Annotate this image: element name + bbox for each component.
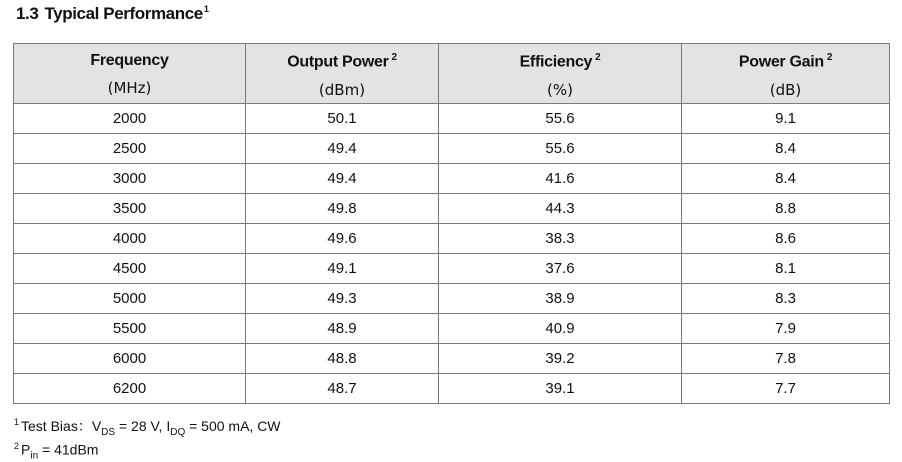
cell-output-power: 49.4 bbox=[246, 134, 439, 164]
cell-frequency: 2000 bbox=[14, 104, 246, 134]
table-row bbox=[14, 374, 890, 404]
footnote-input-power bbox=[14, 441, 98, 461]
footnote-mark: 1 bbox=[14, 417, 20, 428]
header-name bbox=[14, 47, 245, 75]
header-unit: (dB) bbox=[769, 80, 802, 99]
footnote-test-bias bbox=[14, 416, 281, 438]
cell-output-power: 49.1 bbox=[246, 254, 439, 284]
table-body bbox=[14, 104, 890, 404]
cell-output-power: 50.1 bbox=[246, 104, 439, 134]
cell-frequency: 6200 bbox=[14, 374, 246, 404]
table-header bbox=[14, 44, 890, 104]
cell-efficiency: 38.9 bbox=[439, 284, 682, 314]
cell-output-power: 49.4 bbox=[246, 164, 439, 194]
header-frequency bbox=[14, 44, 246, 104]
header-name bbox=[246, 44, 438, 76]
pin-subscript: in bbox=[30, 450, 39, 462]
table-row bbox=[14, 284, 890, 314]
vds-value: = 28 V, bbox=[115, 418, 167, 434]
vds-subscript: DS bbox=[101, 426, 116, 438]
cell-efficiency: 40.9 bbox=[439, 314, 682, 344]
cell-frequency: 3500 bbox=[14, 194, 246, 224]
cell-power-gain: 7.9 bbox=[682, 314, 890, 344]
idq-value: = 500 mA, CW bbox=[185, 418, 281, 434]
cell-power-gain: 8.4 bbox=[682, 134, 890, 164]
header-name-text: Power Gain bbox=[738, 53, 824, 71]
header-name-text: Output Power bbox=[287, 53, 389, 71]
table-row bbox=[14, 134, 890, 164]
cell-efficiency: 44.3 bbox=[439, 194, 682, 224]
header-unit: (dBm) bbox=[318, 80, 366, 99]
footnote-label: Test Bias： bbox=[21, 418, 92, 434]
footnote-mark: 2 bbox=[14, 441, 20, 451]
cell-output-power: 49.3 bbox=[246, 284, 439, 314]
cell-output-power: 48.8 bbox=[246, 344, 439, 374]
table-header-row bbox=[14, 44, 890, 104]
cell-efficiency: 55.6 bbox=[439, 134, 682, 164]
table-row bbox=[14, 344, 890, 374]
cell-efficiency: 39.2 bbox=[439, 344, 682, 374]
cell-output-power: 49.6 bbox=[246, 224, 439, 254]
header-name-text: Frequency bbox=[90, 51, 169, 69]
section-title bbox=[16, 4, 208, 24]
cell-power-gain: 8.1 bbox=[682, 254, 890, 284]
header-name bbox=[682, 44, 889, 76]
cell-power-gain: 8.8 bbox=[682, 194, 890, 224]
cell-efficiency: 37.6 bbox=[439, 254, 682, 284]
cell-efficiency: 38.3 bbox=[439, 224, 682, 254]
cell-frequency: 4000 bbox=[14, 224, 246, 254]
table-row bbox=[14, 224, 890, 254]
cell-frequency: 5500 bbox=[14, 314, 246, 344]
cell-frequency: 2500 bbox=[14, 134, 246, 164]
table-row bbox=[14, 104, 890, 134]
cell-efficiency: 39.1 bbox=[439, 374, 682, 404]
cell-efficiency: 55.6 bbox=[439, 104, 682, 134]
cell-output-power: 48.7 bbox=[246, 374, 439, 404]
header-unit: (%) bbox=[547, 80, 573, 99]
cell-frequency: 3000 bbox=[14, 164, 246, 194]
header-power-gain bbox=[682, 44, 890, 104]
idq-subscript: DQ bbox=[170, 426, 186, 438]
pin-symbol: P bbox=[21, 441, 31, 458]
cell-output-power: 48.9 bbox=[246, 314, 439, 344]
header-name-text: Efficiency bbox=[519, 53, 593, 71]
section-number: 1.3 bbox=[16, 4, 39, 23]
header-footnote-mark: 2 bbox=[826, 52, 833, 64]
header-name bbox=[439, 44, 681, 76]
cell-power-gain: 8.6 bbox=[682, 224, 890, 254]
cell-frequency: 5000 bbox=[14, 284, 246, 314]
cell-power-gain: 7.7 bbox=[682, 374, 890, 404]
header-efficiency bbox=[439, 44, 682, 104]
table-row bbox=[14, 164, 890, 194]
idq-symbol: I bbox=[166, 418, 171, 434]
cell-frequency: 6000 bbox=[14, 344, 246, 374]
cell-power-gain: 9.1 bbox=[682, 104, 890, 134]
table-row bbox=[14, 254, 890, 284]
cell-output-power: 49.8 bbox=[246, 194, 439, 224]
header-unit: (MHz) bbox=[107, 78, 152, 97]
table-row bbox=[14, 194, 890, 224]
section-title-footnote-mark: 1 bbox=[203, 4, 209, 15]
section-title-text: Typical Performance bbox=[44, 4, 203, 23]
header-footnote-mark: 2 bbox=[595, 52, 601, 64]
cell-frequency: 4500 bbox=[14, 254, 246, 284]
pin-value: = 41dBm bbox=[38, 441, 99, 458]
cell-power-gain: 8.4 bbox=[682, 164, 890, 194]
header-footnote-mark: 2 bbox=[391, 52, 397, 64]
cell-power-gain: 8.3 bbox=[682, 284, 890, 314]
cell-power-gain: 7.8 bbox=[682, 344, 890, 374]
cell-efficiency: 41.6 bbox=[439, 164, 682, 194]
vds-symbol: V bbox=[91, 418, 102, 434]
table-row bbox=[14, 314, 890, 344]
header-output-power bbox=[246, 44, 439, 104]
typical-performance-table bbox=[13, 43, 890, 404]
